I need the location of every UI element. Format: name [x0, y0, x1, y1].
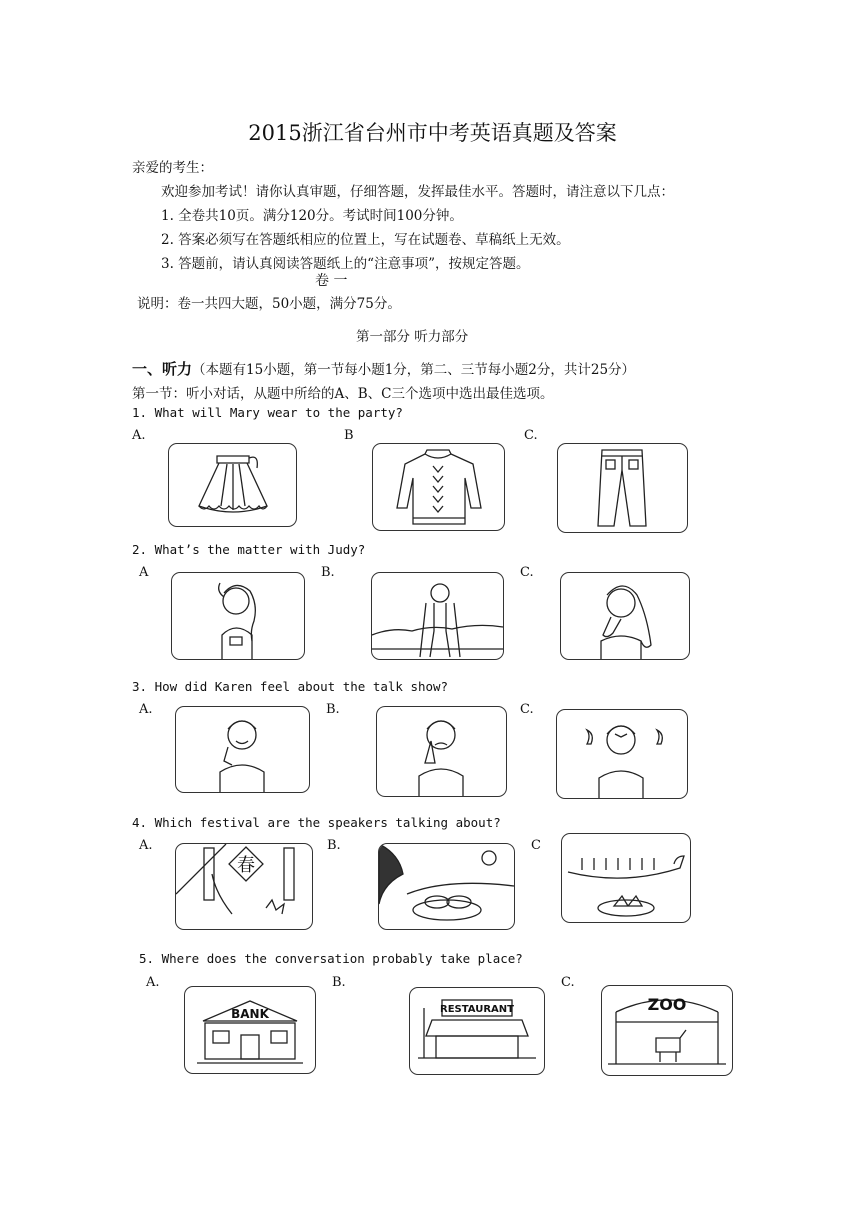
q5-option-b-label: B. — [332, 975, 346, 990]
q3-option-b-sad[interactable] — [376, 706, 507, 797]
q1-option-c-label: C. — [524, 428, 538, 443]
sweater-icon — [373, 444, 504, 530]
note-3: 3. 答题前，请认真阅读答题纸上的“注意事项”，按规定答题。 — [161, 256, 530, 272]
girl-toothache-icon — [561, 573, 689, 659]
q1-option-c-jeans[interactable] — [557, 443, 688, 533]
question-2: 2. What’s the matter with Judy? — [132, 542, 366, 557]
q5-option-a-label: A. — [146, 975, 160, 990]
spring-character: 春 — [237, 855, 255, 876]
zoo-sign: ZOO — [647, 995, 687, 1014]
note-2: 2. 答案必须写在答题纸相应的位置上，写在试题卷、草稿纸上无效。 — [161, 232, 570, 248]
q2-option-b-crutches[interactable] — [371, 572, 504, 660]
section-title: 一、听力 — [132, 360, 193, 378]
question-4: 4. Which festival are the speakers talking about? — [132, 815, 501, 830]
q2-option-a-label: A — [139, 565, 149, 580]
bank-building-icon — [185, 987, 315, 1073]
zoo-gate-icon — [602, 986, 732, 1075]
q4-option-c-label: C — [531, 838, 541, 853]
jeans-icon — [558, 444, 687, 532]
q3-option-c-angry[interactable] — [556, 709, 688, 799]
q1-option-b-sweater[interactable] — [372, 443, 505, 531]
q5-option-c-label: C. — [561, 975, 575, 990]
q5-option-b-restaurant[interactable] — [409, 987, 545, 1075]
q5-option-c-zoo[interactable] — [601, 985, 733, 1076]
restaurant-sign: RESTAURANT — [440, 1004, 514, 1015]
page-title: 2015浙江省台州市中考英语真题及答案 — [248, 121, 617, 145]
mooncake-moon-icon — [379, 844, 514, 929]
question-1: 1. What will Mary wear to the party? — [132, 405, 403, 420]
volume-note: 说明：卷一共四大题，50小题，满分75分。 — [137, 296, 401, 312]
girl-crutches-icon — [372, 573, 503, 659]
q4-option-b-mid-autumn[interactable] — [378, 843, 515, 930]
volume-heading: 卷 一 — [315, 273, 348, 289]
q4-option-a-label: A. — [139, 838, 153, 853]
q3-option-a-happy[interactable] — [175, 706, 310, 793]
firecracker-door-icon — [176, 844, 312, 929]
dragon-boat-icon — [562, 834, 690, 922]
q4-option-c-dragon-boat[interactable] — [561, 833, 691, 923]
section-desc: （本题有15小题，第一节每小题1分，第二、三节每小题2分，共计25分） — [192, 362, 636, 378]
note-1: 1. 全卷共10页。满分120分。考试时间100分钟。 — [161, 208, 463, 224]
girl-headache-icon — [172, 573, 304, 659]
question-5: 5. Where does the conversation probably take place? — [139, 951, 523, 966]
q4-option-a-spring-festival[interactable] — [175, 843, 313, 930]
q1-option-a-label: A. — [132, 428, 146, 443]
part-heading: 第一部分 听力部分 — [356, 329, 469, 345]
q1-option-a-skirt[interactable] — [168, 443, 297, 527]
bank-sign: BANK — [231, 1007, 269, 1021]
q2-option-b-label: B. — [321, 565, 335, 580]
welcome-text: 欢迎参加考试！请你认真审题，仔细答题，发挥最佳水平。答题时，请注意以下几点： — [161, 184, 674, 200]
q2-option-c-toothache[interactable] — [560, 572, 690, 660]
question-3: 3. How did Karen feel about the talk show? — [132, 679, 449, 694]
q1-option-b-label: B — [344, 428, 354, 443]
q3-option-c-label: C. — [520, 702, 534, 717]
q2-option-a-headache[interactable] — [171, 572, 305, 660]
q3-option-a-label: A. — [139, 702, 153, 717]
subsection-instructions: 第一节：听小对话，从题中所给的A、B、C三个选项中选出最佳选项。 — [132, 386, 554, 402]
q4-option-b-label: B. — [327, 838, 341, 853]
skirt-icon — [169, 444, 296, 526]
q3-option-b-label: B. — [326, 702, 340, 717]
greeting: 亲爱的考生： — [132, 160, 213, 176]
q2-option-c-label: C. — [520, 565, 534, 580]
q5-option-a-bank[interactable] — [184, 986, 316, 1074]
girl-angry-icon — [557, 710, 687, 798]
girl-crying-icon — [377, 707, 506, 796]
restaurant-building-icon — [410, 988, 544, 1074]
girl-happy-icon — [176, 707, 309, 792]
